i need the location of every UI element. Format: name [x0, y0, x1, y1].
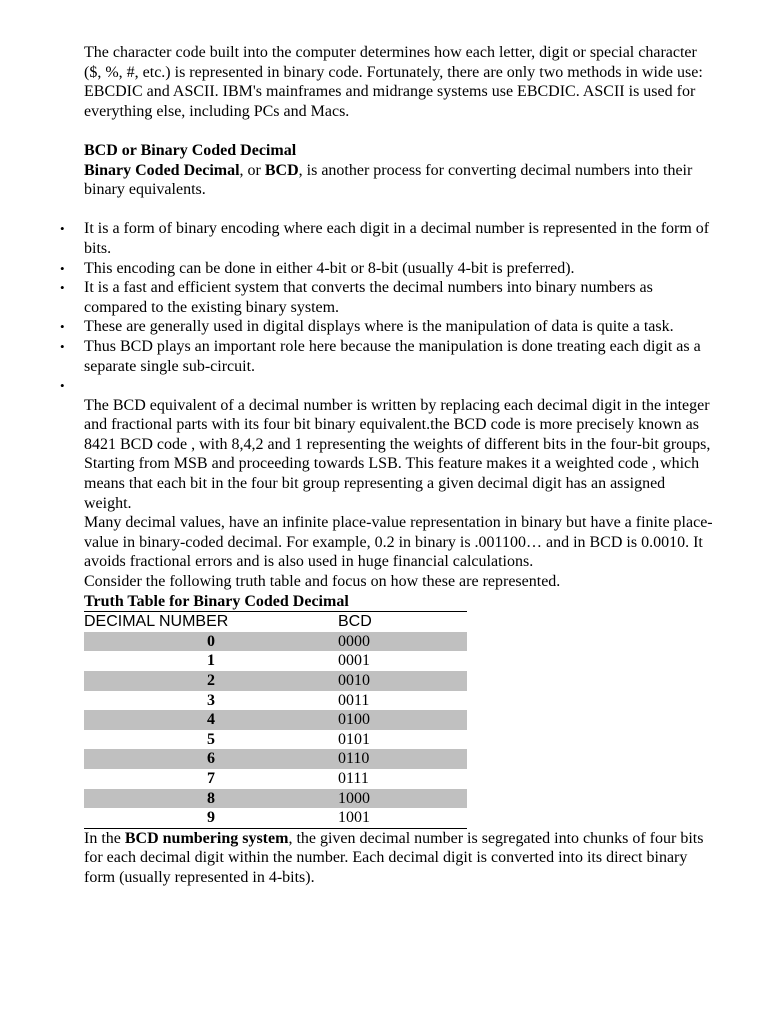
closing-rest: , the given decimal number is segregated into chunks of four bits for each decimal digit within the number. Each decimal digit is converted into its direct binary form (usually represented in 4-bits). — [84, 829, 704, 886]
decimal-cell: 7 — [207, 769, 215, 787]
decimal-cell: 3 — [207, 691, 215, 709]
table-row — [84, 671, 467, 691]
table-row — [84, 808, 467, 828]
list-item: • It is a form of binary encoding where each digit in a decimal number is represented in the form of bits. — [84, 219, 714, 258]
decimal-cell: 8 — [84, 789, 338, 809]
table-row — [84, 789, 467, 809]
decimal-cell: 4 — [84, 710, 338, 730]
table-row — [84, 691, 467, 711]
decimal-cell: 9 — [207, 809, 215, 827]
definition-paragraph — [84, 161, 714, 200]
decimal-cell: 5 — [207, 730, 215, 748]
bcd-cell: 0011 — [338, 691, 370, 709]
consider-paragraph: Consider the following truth table and focus on how these are represented. — [84, 573, 561, 591]
table-row — [84, 632, 467, 652]
bcd-equivalent-paragraph: The BCD equivalent of a decimal number is written by replacing each decimal digit in the integer and fractional parts with its four bit binary equivalent.the BCD code is more precisely known as 8421 BCD code , with 8,4,2 and 1 representing the weights of different bits in the four-bit groups, Starting from MSB and proceeding towards LSB. This feature makes it a weighted code , which means that each bit in the four bit group representing a given decimal digit has an assigned weight. — [84, 396, 711, 512]
list-item: • These are generally used in digital displays where is the manipulation of data is quite a task. — [84, 317, 714, 337]
header-bcd: BCD — [338, 613, 372, 631]
decimal-cell: 2 — [84, 671, 338, 691]
bcd-cell: 0110 — [338, 749, 467, 769]
bullet-list — [84, 219, 714, 395]
table-row — [84, 651, 467, 671]
list-item: • It is a fast and efficient system that converts the decimal numbers into binary numbers as compared to the existing binary system. — [84, 278, 714, 317]
bcd-cell: 0101 — [338, 730, 370, 748]
table-title: Truth Table for Binary Coded Decimal — [84, 592, 349, 610]
list-item: • This encoding can be done in either 4-bit or 8-bit (usually 4-bit is preferred). — [84, 259, 714, 279]
header-decimal: DECIMAL NUMBER — [84, 613, 229, 631]
table-header-row — [84, 612, 467, 632]
truth-table — [84, 611, 467, 829]
bcd-cell: 0100 — [338, 710, 467, 730]
decimal-cell: 6 — [84, 749, 338, 769]
definition-abbr: BCD — [264, 161, 299, 179]
spacer — [84, 200, 714, 220]
definition-rest: , is another process for converting decimal numbers into their binary equivalents. — [84, 161, 693, 199]
bcd-cell: 0001 — [338, 652, 370, 670]
bcd-cell: 0111 — [338, 769, 369, 787]
closing-lead: In the — [84, 829, 125, 847]
closing-bold: BCD numbering system — [124, 829, 289, 847]
definition-term: Binary Coded Decimal — [84, 161, 240, 179]
list-item-empty — [84, 376, 714, 396]
spacer — [84, 121, 714, 141]
closing-paragraph — [84, 829, 714, 888]
table-row — [84, 749, 467, 769]
decimal-cell: 0 — [84, 632, 338, 652]
intro-paragraph: The character code built into the computer determines how each letter, digit or special character ($, %, #, etc.) is represented in binary code. Fortunately, there are only two methods in wide use: EBCDIC and ASCII. IBM's mainframes and midrange systems use EBCDIC. ASCII is used for everything else, including PCs and Macs. — [84, 44, 703, 120]
bcd-cell: 1000 — [338, 789, 467, 809]
section-heading: BCD or Binary Coded Decimal — [84, 141, 297, 159]
table-row — [84, 730, 467, 750]
table-row — [84, 769, 467, 789]
bcd-cell: 0010 — [338, 671, 467, 691]
decimal-cell: 1 — [207, 652, 215, 670]
infinite-place-value-paragraph: Many decimal values, have an infinite place-value representation in binary but have a finite place-value in binary-coded decimal. For example, 0.2 in binary is .001100… and in BCD is 0.0010. It avoids fractional errors and is also used in huge financial calculations. — [84, 514, 713, 571]
definition-separator: , or — [239, 161, 265, 179]
bcd-cell: 0000 — [338, 632, 467, 652]
table-row — [84, 710, 467, 730]
list-item: • Thus BCD plays an important role here because the manipulation is done treating each digit as a separate single sub-circuit. — [84, 337, 714, 376]
document-page — [84, 43, 714, 888]
bcd-cell: 1001 — [338, 809, 370, 827]
